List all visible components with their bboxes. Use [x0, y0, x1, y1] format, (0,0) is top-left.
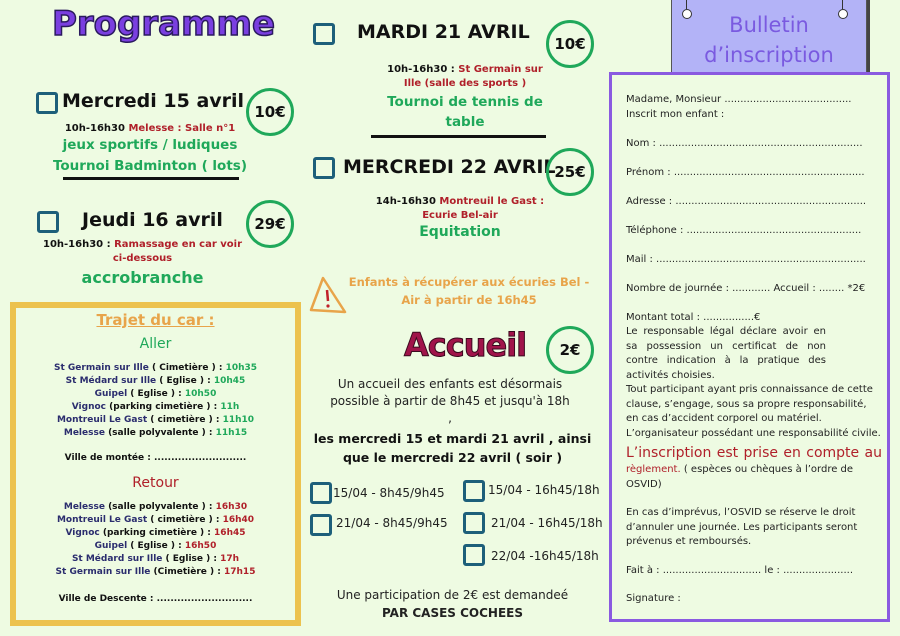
warning-text: Enfants à récupérer aux écuries Bel - Air à partir de 16h45	[348, 275, 590, 307]
checkbox-day-3[interactable]	[313, 23, 335, 45]
aller-label: Aller	[139, 336, 172, 352]
form-line[interactable]: Adresse : ............................................................	[626, 195, 867, 207]
bus-stop	[16, 527, 295, 540]
stop-time: 17h	[220, 554, 240, 564]
slot-label: 15/04 - 8h45/9h45	[333, 486, 445, 500]
stop-place: Melesse	[63, 428, 105, 438]
bus-stop	[16, 362, 295, 375]
stop-detail: (parking cimetière ) :	[106, 402, 221, 412]
day-title: Mercredi 15 avril	[62, 90, 245, 112]
checkbox-slot[interactable]	[463, 480, 485, 502]
stop-place: Montreuil Le Gast	[56, 415, 148, 425]
checkbox-slot[interactable]	[463, 512, 485, 534]
accueil-text: Un accueil des enfants est désormais possible à partir de 8h45 et jusqu'à 18h ,	[330, 377, 570, 425]
form-line[interactable]: Madame, Monsieur ........................................	[626, 94, 852, 105]
form-line	[626, 180, 882, 195]
activity: Equitation	[419, 224, 501, 240]
page-title: Programme	[52, 4, 276, 44]
day-schedule: 10h-16h30 : Ramassage en car voir ci-dessous	[42, 239, 243, 264]
bus-stop	[16, 375, 295, 388]
slot-label: 21/04 - 16h45/18h	[491, 516, 603, 530]
stop-time: 17h15	[224, 567, 256, 577]
form-line[interactable]: Prénom : ............................................................	[626, 166, 865, 178]
stop-place: St Médard sur Ille	[65, 376, 157, 386]
price-badge: 10€	[246, 88, 294, 136]
form-line[interactable]: Montant total : ................€	[626, 311, 761, 323]
stop-detail: ( Cimetière ) :	[148, 363, 226, 373]
activity: Tournoi Badminton ( lots)	[52, 158, 247, 174]
form-line: Inscrit mon enfant :	[626, 108, 725, 120]
activity: Tournoi de tennis de table	[387, 94, 543, 130]
ville-montee: Ville de montée : ...........................	[64, 453, 247, 463]
stop-detail: (salle polyvalente ) :	[104, 502, 216, 512]
stop-time: 10h50	[184, 389, 217, 399]
price-badge: 29€	[246, 200, 294, 248]
inscription-notice: L’inscription est prise en compte au	[626, 445, 882, 461]
form-line	[626, 209, 882, 224]
stop-detail: (salle polyvalente ) :	[104, 428, 216, 438]
bus-stop	[16, 553, 295, 566]
bus-stop	[16, 566, 295, 579]
bus-route-box	[10, 302, 301, 626]
stop-detail: (parking cimetière ) :	[99, 528, 215, 538]
clause-text: Tout participant ayant pris connaissance de cette clause, s’engage, sous sa propre responsabilité, en cas d’accident corporel ou matériel. L’organisateur possédant une responsabilité civile.	[626, 384, 881, 439]
stop-detail: ( cimetière ) :	[147, 415, 223, 425]
fait-field[interactable]: Fait à : ............................... le : ......................	[626, 564, 854, 576]
bus-stop	[16, 514, 295, 527]
participation-note: Une participation de 2€ est demandeé PAR CASES COCHEES	[336, 588, 569, 620]
stop-time: 10h45	[213, 376, 246, 386]
slot-label: 22/04 -16h45/18h	[491, 549, 599, 563]
bus-title: Trajet du car :	[96, 311, 215, 329]
divider	[63, 177, 239, 180]
checkbox-slot[interactable]	[310, 482, 332, 504]
day-schedule: 14h-16h30 Montreuil le Gast : Ecurie Bel-air	[375, 196, 545, 221]
payment-text: règlement. ( espèces ou chèques à l’ordre de OSVID)	[626, 464, 854, 490]
bulletin-header	[671, 0, 867, 73]
stop-detail: ( Eglise ) :	[162, 554, 221, 564]
pin-icon	[838, 0, 848, 20]
form-line[interactable]: Mail : ..................................................................	[626, 253, 866, 265]
form-line	[626, 122, 882, 137]
stop-time: 16h50	[184, 541, 217, 551]
form-line	[626, 296, 882, 311]
bus-stop	[16, 388, 295, 401]
pin-icon	[682, 0, 692, 20]
bus-stop	[16, 427, 295, 440]
form-fields	[626, 93, 882, 325]
stop-time: 16h40	[222, 515, 255, 525]
retour-label: Retour	[132, 475, 179, 491]
bus-stop	[16, 414, 295, 427]
form-line[interactable]: Nom : ................................................................	[626, 137, 863, 149]
checkbox-day-2[interactable]	[37, 211, 59, 233]
bus-stop	[16, 501, 295, 514]
activity: jeux sportifs / ludiques	[62, 137, 238, 153]
price-badge: 25€	[546, 148, 594, 196]
stop-time: 10h35	[225, 363, 258, 373]
stop-place: St Germain sur Ille	[53, 363, 149, 373]
activity: accrobranche	[81, 268, 204, 287]
day-title: MARDI 21 AVRIL	[357, 21, 530, 43]
retour-stops	[16, 501, 295, 579]
bus-stop	[16, 401, 295, 414]
price-badge: 2€	[546, 326, 594, 374]
stop-detail: ( cimetière ) :	[147, 515, 223, 525]
ville-descente: Ville de Descente : ............................	[58, 594, 253, 604]
stop-time: 11h	[220, 402, 240, 412]
stop-place: Melesse	[63, 502, 105, 512]
accueil-title: Accueil	[404, 326, 527, 364]
stop-place: Guipel	[94, 389, 128, 399]
checkbox-slot[interactable]	[463, 544, 485, 566]
form-line[interactable]: Nombre de journée : ............ Accueil : ........ *2€	[626, 282, 866, 294]
price-badge: 10€	[546, 20, 594, 68]
stop-place: Vignoc	[71, 402, 106, 412]
stop-time: 16h30	[215, 502, 248, 512]
day-title: Jeudi 16 avril	[82, 209, 223, 231]
day-schedule: 10h-16h30 Melesse : Salle n°1	[64, 123, 236, 134]
checkbox-day-4[interactable]	[313, 157, 335, 179]
warning-icon	[305, 270, 351, 316]
stop-detail: (Cimetière ) :	[150, 567, 224, 577]
form-line[interactable]: Téléphone : .......................................................	[626, 224, 862, 236]
divider	[371, 135, 546, 138]
bus-stop	[16, 540, 295, 553]
stop-detail: ( Eglise ) :	[127, 541, 185, 551]
bulletin-form	[609, 72, 890, 622]
bulletin-title: Bulletin d’inscription	[704, 13, 834, 67]
stop-place: St Médard sur Ille	[71, 554, 163, 564]
stop-detail: ( Eglise ) :	[156, 376, 214, 386]
stop-time: 11h15	[215, 428, 248, 438]
checkbox-slot[interactable]	[310, 514, 332, 536]
stop-place: Guipel	[94, 541, 128, 551]
stop-place: St Germain sur Ille	[55, 567, 151, 577]
form-line	[626, 238, 882, 253]
slot-label: 15/04 - 16h45/18h	[488, 483, 600, 497]
stop-time: 11h10	[222, 415, 255, 425]
day-schedule: 10h-16h30 : St Germain sur Ille (salle des sports )	[387, 64, 543, 89]
stop-place: Vignoc	[65, 528, 100, 538]
checkbox-day-1[interactable]	[36, 92, 58, 114]
form-line	[626, 267, 882, 282]
day-title: MERCREDI 22 AVRIL	[343, 156, 556, 178]
signature-field[interactable]: Signature :	[626, 593, 681, 604]
slot-label: 21/04 - 8h45/9h45	[336, 516, 448, 530]
form-line	[626, 151, 882, 166]
legal-text: Le responsable légal déclare avoir en sa possession un certificat de non contre indication à la pratique des activités choisies.	[626, 326, 826, 381]
stop-detail: ( Eglise ) :	[127, 389, 185, 399]
stop-place: Montreuil Le Gast	[56, 515, 148, 525]
aller-stops	[16, 362, 295, 440]
cancel-text: En cas d’imprévus, l’OSVID se réserve le droit d’annuler une journée. Les participants seront prévenus et remboursés.	[626, 507, 858, 547]
accueil-dates: les mercredi 15 et mardi 21 avril , ainsi que le mercredi 22 avril ( soir )	[313, 431, 592, 465]
stop-time: 16h45	[214, 528, 246, 538]
